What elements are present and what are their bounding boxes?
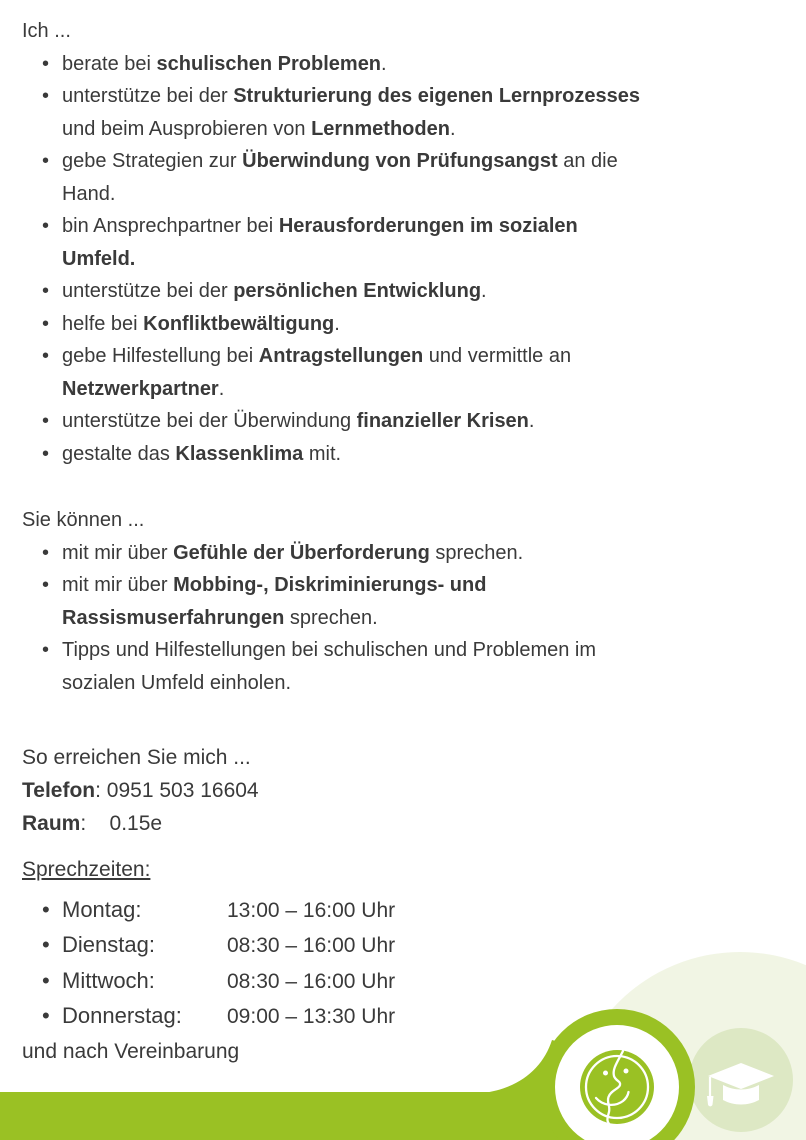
bold-text: Klassenklima (175, 442, 304, 465)
bold-text: Umfeld. (62, 247, 136, 270)
bold-text: Konfliktbewältigung (143, 312, 335, 335)
schedule-row (22, 964, 784, 1000)
ich-list (22, 48, 784, 471)
text: bin Ansprechpartner bei (62, 215, 279, 237)
bold-text: schulischen Problemen (156, 52, 382, 75)
text: berate bei (62, 52, 157, 75)
schedule-time: 08:30 – 16:00 Uhr (227, 934, 396, 957)
bold-text: Raum (22, 812, 81, 835)
flyer-content (22, 15, 784, 1068)
bold-text: Netzwerkpartner (62, 377, 219, 400)
text-line (62, 340, 784, 373)
accent-bar (0, 1092, 806, 1140)
text-line (62, 438, 784, 471)
phone-line (22, 774, 784, 807)
list-item (22, 340, 784, 405)
bold-text: Telefon (22, 779, 96, 802)
schedule-time: 13:00 – 16:00 Uhr (227, 898, 396, 922)
text: sozialen Umfeld einholen. (62, 671, 292, 694)
bold-text: Herausforderungen im sozialen (278, 215, 578, 237)
text: . (449, 117, 456, 140)
schedule-row (22, 893, 784, 929)
text: Tipps und Hilfestellungen bei schulischen und Problemen im (62, 639, 597, 661)
text: Hand. (62, 182, 116, 205)
text-line (62, 145, 784, 178)
schedule-day: • Montag: (62, 896, 142, 922)
list-item (22, 405, 784, 438)
bold-text: Antragstellungen (258, 345, 424, 367)
text-line (62, 569, 784, 602)
text-line (62, 537, 784, 570)
text: . (528, 410, 535, 432)
text: helfe bei (62, 312, 144, 335)
text-line (62, 243, 784, 276)
text: sprechen. (284, 606, 378, 629)
text: mit. (303, 442, 342, 465)
schedule-list (22, 893, 784, 1035)
text-line (62, 667, 784, 700)
text: mit mir über (62, 574, 174, 596)
text: . (481, 280, 487, 302)
list-item (22, 569, 784, 634)
list-item (22, 145, 784, 210)
text-line (62, 602, 784, 635)
text-line (62, 373, 784, 406)
list-item (22, 48, 784, 81)
text-line (62, 178, 784, 211)
bold-text: Gefühle der Überforderung (173, 541, 430, 564)
text: und beim Ausprobieren von (62, 117, 312, 140)
text-line (62, 80, 784, 113)
list-item (22, 537, 784, 570)
text: gestalte das (62, 442, 176, 465)
text-line (62, 275, 784, 308)
text-line (62, 405, 784, 438)
ich-heading: Ich ... (22, 20, 71, 42)
bold-text: Strukturierung des eigenen Lernprozesses (233, 85, 640, 107)
text: an die (557, 150, 618, 172)
text-line (62, 634, 784, 667)
schedule-row (22, 928, 784, 964)
schedule-day: • Dienstag: (62, 932, 155, 957)
text: . (334, 312, 340, 335)
bold-text: Rassismuserfahrungen (62, 606, 285, 629)
text-line (62, 210, 784, 243)
schedule-row (22, 999, 784, 1035)
bold-text: Lernmethoden (311, 117, 450, 140)
room-line (22, 807, 784, 840)
sprechzeiten-heading: Sprechzeiten: (22, 858, 151, 881)
text: : 0.15e (80, 812, 163, 835)
sie-list (22, 537, 784, 700)
schedule-time: 08:30 – 16:00 Uhr (227, 969, 396, 993)
text: unterstütze bei der Überwindung (62, 410, 357, 432)
text: gebe Strategien zur (62, 150, 243, 172)
text: mit mir über (62, 541, 174, 564)
text-line (62, 308, 784, 341)
text: : 0951 503 16604 (95, 779, 259, 802)
list-item (22, 80, 784, 145)
bold-text: Mobbing-, Diskriminierungs- und (173, 574, 487, 596)
text: . (381, 52, 387, 75)
text: unterstütze bei der (62, 280, 234, 302)
schedule-day: • Mittwoch: (62, 967, 155, 993)
graduation-cap-icon (707, 1063, 774, 1106)
text: gebe Hilfestellung bei (62, 345, 259, 367)
contact-block (22, 741, 784, 840)
schedule-day: • Donnerstag: (62, 1003, 182, 1028)
schedule-time: 09:00 – 13:30 Uhr (227, 1005, 396, 1028)
list-item (22, 438, 784, 471)
list-item (22, 210, 784, 275)
sie-heading: Sie können ... (22, 509, 145, 531)
bold-text: finanzieller Krisen (356, 410, 529, 432)
bold-text: Überwindung von Prüfungsangst (242, 150, 558, 172)
list-item (22, 275, 784, 308)
text-line (62, 48, 784, 81)
text-line (62, 113, 784, 146)
bold-text: persönlichen Entwicklung (233, 280, 482, 302)
list-item (22, 308, 784, 341)
schedule-note: und nach Vereinbarung (22, 1039, 240, 1063)
list-item (22, 634, 784, 699)
text: unterstütze bei der (62, 85, 234, 107)
text: und vermittle an (423, 345, 572, 367)
text: sprechen. (429, 541, 524, 564)
contact-heading: So erreichen Sie mich ... (22, 746, 251, 769)
text: . (218, 377, 225, 400)
